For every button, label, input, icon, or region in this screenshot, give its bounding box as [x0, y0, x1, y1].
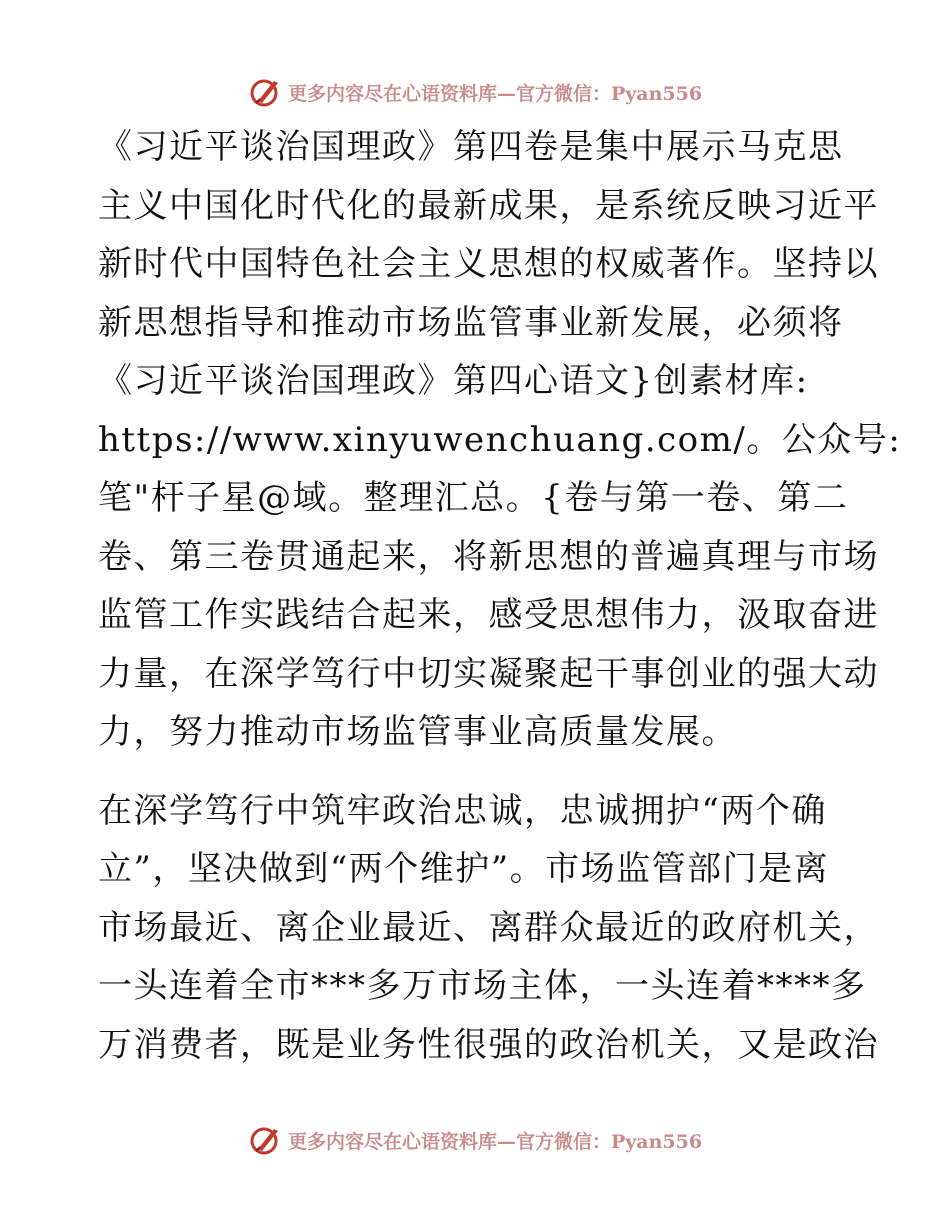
text-line: 卷、第三卷贯通起来，将新思想的普遍真理与市场 — [98, 536, 879, 577]
text-line: 市场最近、离企业最近、离群众最近的政府机关， — [98, 907, 879, 948]
paragraph-1 — [98, 118, 902, 762]
text-line: 新思想指导和推动市场监管事业新发展，必须将 — [98, 302, 844, 343]
text-line: 万消费者，既是业务性很强的政治机关，又是政治 — [98, 1024, 879, 1065]
paragraph-gap — [98, 762, 858, 782]
quill-pen-logo-icon — [248, 75, 282, 109]
text-line: 《习近平谈治国理政》第四心语文}创素材库: — [98, 361, 809, 401]
footer-banner-text: 更多内容尽在心语资料库—官方微信：Pyan556 — [287, 1130, 703, 1153]
text-line: https://www.xinyuwenchuang.com/。公众号: — [98, 419, 902, 460]
paragraph-2 — [98, 782, 879, 1075]
text-line: 力，努力推动市场监管事业高质量发展。 — [98, 712, 737, 752]
header-banner-text: 更多内容尽在心语资料库—官方微信：Pyan556 — [287, 82, 703, 105]
text-line: 《习近平谈治国理政》第四卷是集中展示马克思 — [98, 127, 844, 167]
text-line: 立”，坚决做到“两个维护”。市场监管部门是离 — [98, 849, 830, 889]
footer-banner — [0, 1120, 950, 1160]
text-line: 力量，在深学笃行中切实凝聚起干事创业的强大动 — [98, 653, 879, 694]
text-line: 新时代中国特色社会主义思想的权威著作。坚持以 — [98, 244, 879, 284]
text-line: 一头连着全市***多万市场主体，一头连着****多 — [98, 966, 867, 1006]
text-line: 监管工作实践结合起来，感受思想伟力，汲取奋进 — [98, 595, 879, 635]
text-line: 在深学笃行中筑牢政治忠诚，忠诚拥护“两个确 — [98, 790, 827, 831]
text-line: 笔"杆子星@域。整理汇总。{卷与第一卷、第二 — [98, 478, 849, 518]
header-banner — [0, 72, 950, 112]
document-body — [98, 118, 902, 1074]
quill-pen-logo-icon — [248, 1123, 282, 1157]
text-line: 主义中国化时代化的最新成果，是系统反映习近平 — [98, 185, 879, 226]
